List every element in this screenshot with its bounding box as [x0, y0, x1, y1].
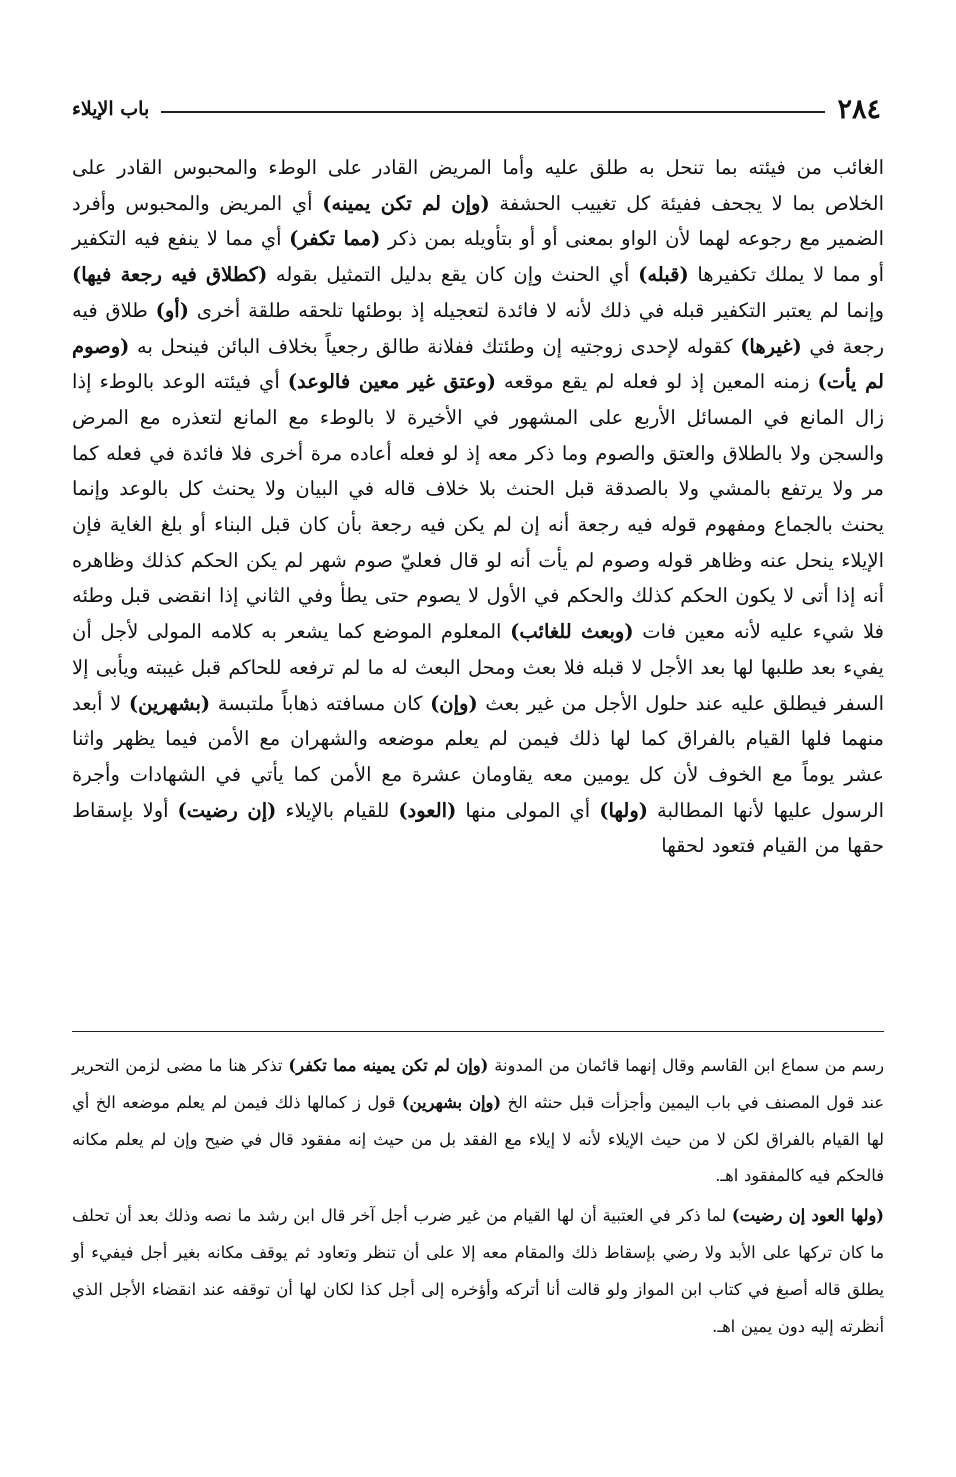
text-run: أي فيئته الوعد بالوطء إذا زال المانع في المسائل الأربع على المشهور في الأخيرة لا بالوطء مع المانع لتعذره مع المرض والسجن ولا بالطلاق والعتق والصوم وما ذكر معه إذ لو فعله أعاده مرة أخرى فلا فائدة في فعله كما مر ولا يرتفع بالمشي ولا بالصدقة قبل الحنث بلا خلاف قاله في البيان ولا يحنث كل بالوعد وإنما يحنث بالجماع ومفهوم قوله فيه رجعة أنه إن لم يكن فيه رجعة بأن كان قبل البناء أو بلغ الغاية فإن الإيلاء ينحل عنه وظاهر قوله وصوم لم يأت أنه لو قال فعليّ صوم شهر لم يكن الحكم كذلك وظاهره أنه إذا أتى لا يكون الحكم كذلك والحكم في الأول لا يصوم حتى يطأ وفي الثاني إذا انقضى قبل وطئه فلا شيء عليه لأنه معين فات	[72, 370, 885, 644]
bold-matn-phrase: (مما تكفر)	[289, 227, 381, 251]
running-header	[72, 92, 881, 126]
text-run: زمنه المعين إذ لو فعله لم يقع موقعه	[495, 370, 818, 394]
header-rule	[161, 111, 825, 113]
footnote-paragraph	[72, 1198, 884, 1345]
footnote-separator	[72, 1031, 884, 1032]
text-run: رسم من سماع ابن القاسم وقال إنهما قائمان من المدونة	[488, 1056, 885, 1075]
text-run: أولا بإسقاط حقها من القيام فتعود لحقها	[72, 798, 884, 858]
bold-matn-phrase: (وإن)	[430, 691, 478, 715]
bold-matn-phrase: (أو)	[155, 298, 189, 322]
bold-matn-phrase: (كطلاق فيه رجعة فيها)	[72, 263, 268, 287]
body-paragraph	[72, 150, 884, 864]
text-run: تذكر هنا ما مضى لزمن التحرير عند قول المصنف في باب اليمين وأجزأت قبل حنثه الخ	[72, 1056, 884, 1112]
text-run: كان مسافته ذهاباً ملتبسة	[210, 691, 431, 715]
text-run: أي المريض والمحبوس وأفرد الضمير مع رجوعه لهما لأن الواو بمعنى أو أو بتأويله بمن ذكر	[72, 191, 884, 251]
text-run: الغائب من فيئته بما تنحل به طلق عليه وأما المريض القادر على الوطء والمحبوس القادر على الخلاص بما لا يجحف ففيئة كل تغييب الحشفة	[72, 156, 885, 215]
bold-matn-phrase: (وبعث للغائب)	[510, 620, 634, 644]
bold-matn-phrase: (بشهرين)	[128, 691, 211, 715]
bold-matn-phrase: (إن رضيت)	[177, 798, 277, 822]
bold-matn-phrase: (وصوم لم يأت)	[72, 334, 885, 394]
footnote-paragraph	[72, 1048, 884, 1195]
bold-matn-phrase: (قبله)	[638, 263, 689, 287]
bold-matn-phrase: (غيرها)	[740, 334, 802, 358]
bold-matn-phrase: (وإن لم تكن يمينه مما تكفر)	[288, 1056, 489, 1075]
main-text	[72, 150, 884, 864]
bold-matn-phrase: (وعتق غير معين فالوعد)	[287, 370, 496, 394]
footnotes	[72, 1048, 884, 1345]
text-run: للقيام بالإيلاء	[276, 798, 399, 822]
bold-matn-phrase: (وإن بشهرين)	[401, 1092, 502, 1112]
text-run: قول ز كمالها ذلك فيمن لم يعلم موضعه الخ أي لها القيام بالفراق لكن لا من حيث الإيلاء لأنه لا إيلاء مع الفقد بل من حيث إنه مفقود قال في ضيح وإن لم يعلم مكانه فالحكم فيه كالمفقود اهـ.	[72, 1092, 884, 1186]
text-run: وإنما لم يعتبر التكفير قبله في ذلك لأنه لا فائدة لتعجيله إذ بوطئها تلحقه طلقة أخرى	[188, 298, 884, 322]
text-run: أي مما لا ينفع فيه التكفير أو مما لا يملك تكفيرها	[72, 227, 884, 287]
text-run: طلاق فيه رجعة في	[72, 298, 884, 358]
bold-matn-phrase: (ولها)	[599, 798, 648, 822]
bold-matn-phrase: (ولها العود إن رضيت)	[731, 1206, 884, 1226]
bold-matn-phrase: (العود)	[398, 798, 457, 822]
page-number: ٢٨٤	[837, 93, 881, 125]
text-run: كقوله لإحدى زوجتيه إن وطئتك ففلانة طالق رجعياً بخلاف البائن فينحل به	[129, 334, 741, 358]
text-run: المعلوم الموضع كما يشعر به كلامه المولى لأجل أن يفيء بعد طلبها لها بعد الأجل لا قبله فلا بعث ومحل البعث له ما لم ترفعه للحاكم قبل غيبته ويأبى إلا السفر فيطلق عليه عند حلول الأجل من غير بعث	[72, 620, 884, 715]
chapter-title: باب الإيلاء	[72, 98, 150, 120]
text-run: أي المولى منها	[456, 798, 600, 822]
text-run: لما ذكر في العتبية أن لها القيام من غير ضرب أجل آخر قال ابن رشد ما نصه وذلك بعد أن تحلف ما كان تركها على الأبد ولا رضي بإسقاط ذلك والمقام معه إلا على أن تنظر وتعاود ثم يوقف مكانه بغير أجل فيفيء أو يطلق قاله أصبغ في كتاب ابن المواز ولو قالت أنا أتركه وأؤخره إلى أجل كذا لكان لها أن توقفه عند انقضاء الأجل الذي أنظرته إليه دون يمين اهـ.	[72, 1206, 884, 1336]
text-run: لا أبعد منهما فلها القيام بالفراق كما لها ذلك فيمن لم يعلم موضعه والشهران مع الأمن فيما يظهر واثنا عشر يوماً مع الخوف لأن كل يومين معه يقاومان عشرة مع الأمن كما يأتي في الشهادات وأجرة الرسول عليها لأنها المطالبة	[72, 691, 884, 822]
text-run: أي الحنث وإن كان يقع بدليل التمثيل بقوله	[267, 263, 639, 287]
bold-matn-phrase: (وإن لم تكن يمينه)	[322, 191, 490, 215]
